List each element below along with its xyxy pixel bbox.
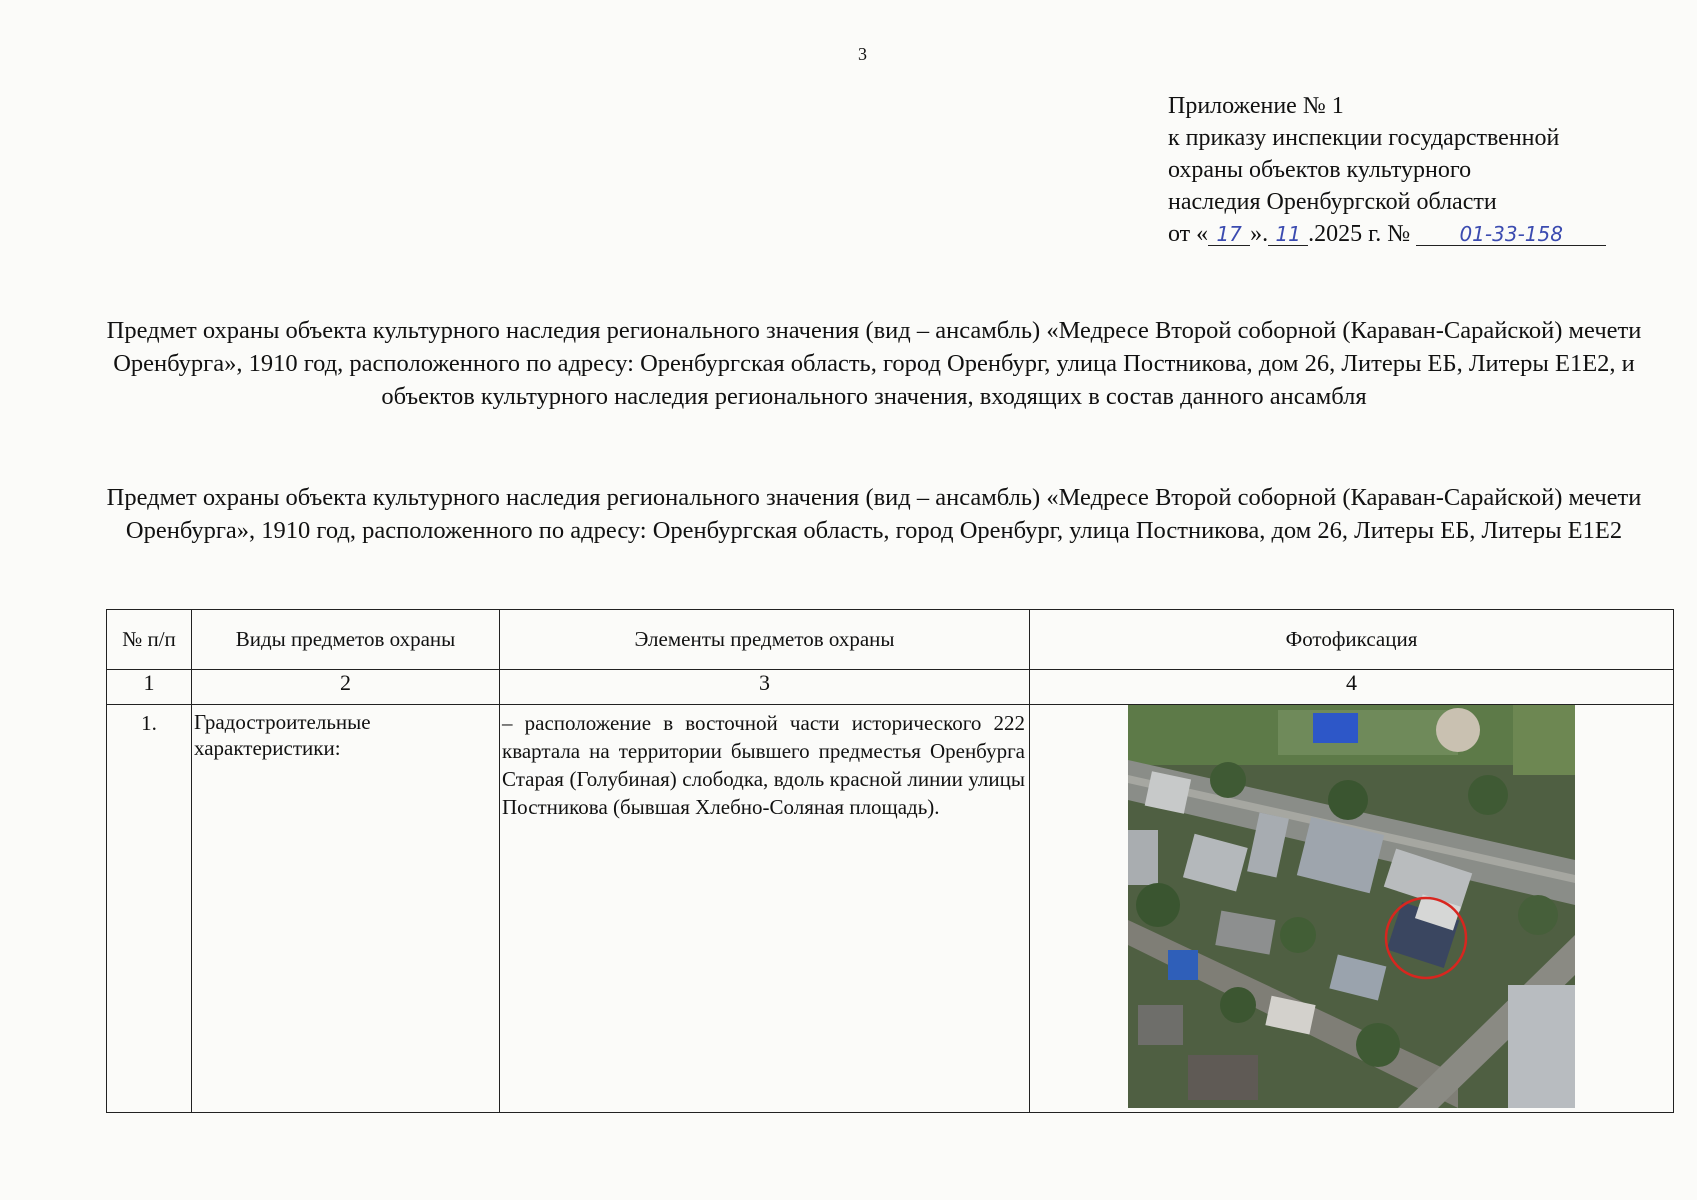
table-row [107,705,1674,1113]
satellite-map-image [1128,705,1575,1108]
protection-table [106,609,1674,1113]
page-number: 3 [858,44,867,64]
header-photo: Фотофиксация [1030,610,1674,670]
appendix-line: Приложение № 1 [1168,93,1344,119]
header-row [107,610,1674,670]
order-number: 01-33-158 [1416,223,1606,246]
date-separator: ». [1250,221,1269,247]
column-number: 2 [192,670,500,705]
satellite-map-drawing [1128,705,1575,1108]
column-number: 4 [1030,670,1674,705]
appendix-line: наследия Оренбургской области [1168,189,1497,215]
row-number: 1. [107,705,192,1113]
photo-cell [1030,705,1674,1113]
header-num: № п/п [107,610,192,670]
order-year: .2025 г. № [1308,221,1411,247]
appendix-block [1168,90,1648,250]
header-elements: Элементы предметов охраны [500,610,1030,670]
appendix-line: охраны объектов культурного [1168,157,1472,183]
column-number-row [107,670,1674,705]
order-month: 11 [1268,223,1308,246]
from-prefix: от « [1168,221,1209,247]
column-number: 3 [500,670,1030,705]
appendix-line: к приказу инспекции государственной [1168,125,1560,151]
section-title: Предмет охраны объекта культурного наследия регионального значения (вид – ансамбль) «Медресе Второй соборной (Караван-Сарайской) мечети Оренбурга», 1910 год, расположенного по адресу: Оренбургская область, город Оренбург, улица Постникова, дом 26, Литеры ЕБ, Литеры Е1Е2 [106,484,1642,544]
column-number: 1 [107,670,192,705]
protection-elements: – расположение в восточной части исторического 222 квартала на территории бывшего предместья Оренбурга Старая (Голубиная) слободка, вдоль красной линии улицы Постникова (бывшая Хлебно-Соляная площадь). [500,705,1030,1113]
order-date-line [1168,218,1648,250]
protection-type: Градостроительные характеристики: [192,705,500,1113]
header-types: Виды предметов охраны [192,610,500,670]
document-title: Предмет охраны объекта культурного наследия регионального значения (вид – ансамбль) «Медресе Второй соборной (Караван-Сарайской) мечети Оренбурга», 1910 год, расположенного по адресу: Оренбургская область, город Оренбург, улица Постникова, дом 26, Литеры ЕБ, Литеры Е1Е2, и объектов культурного наследия регионального значения, входящих в состав данного ансамбля [106,317,1642,410]
order-day: 17 [1208,223,1250,246]
